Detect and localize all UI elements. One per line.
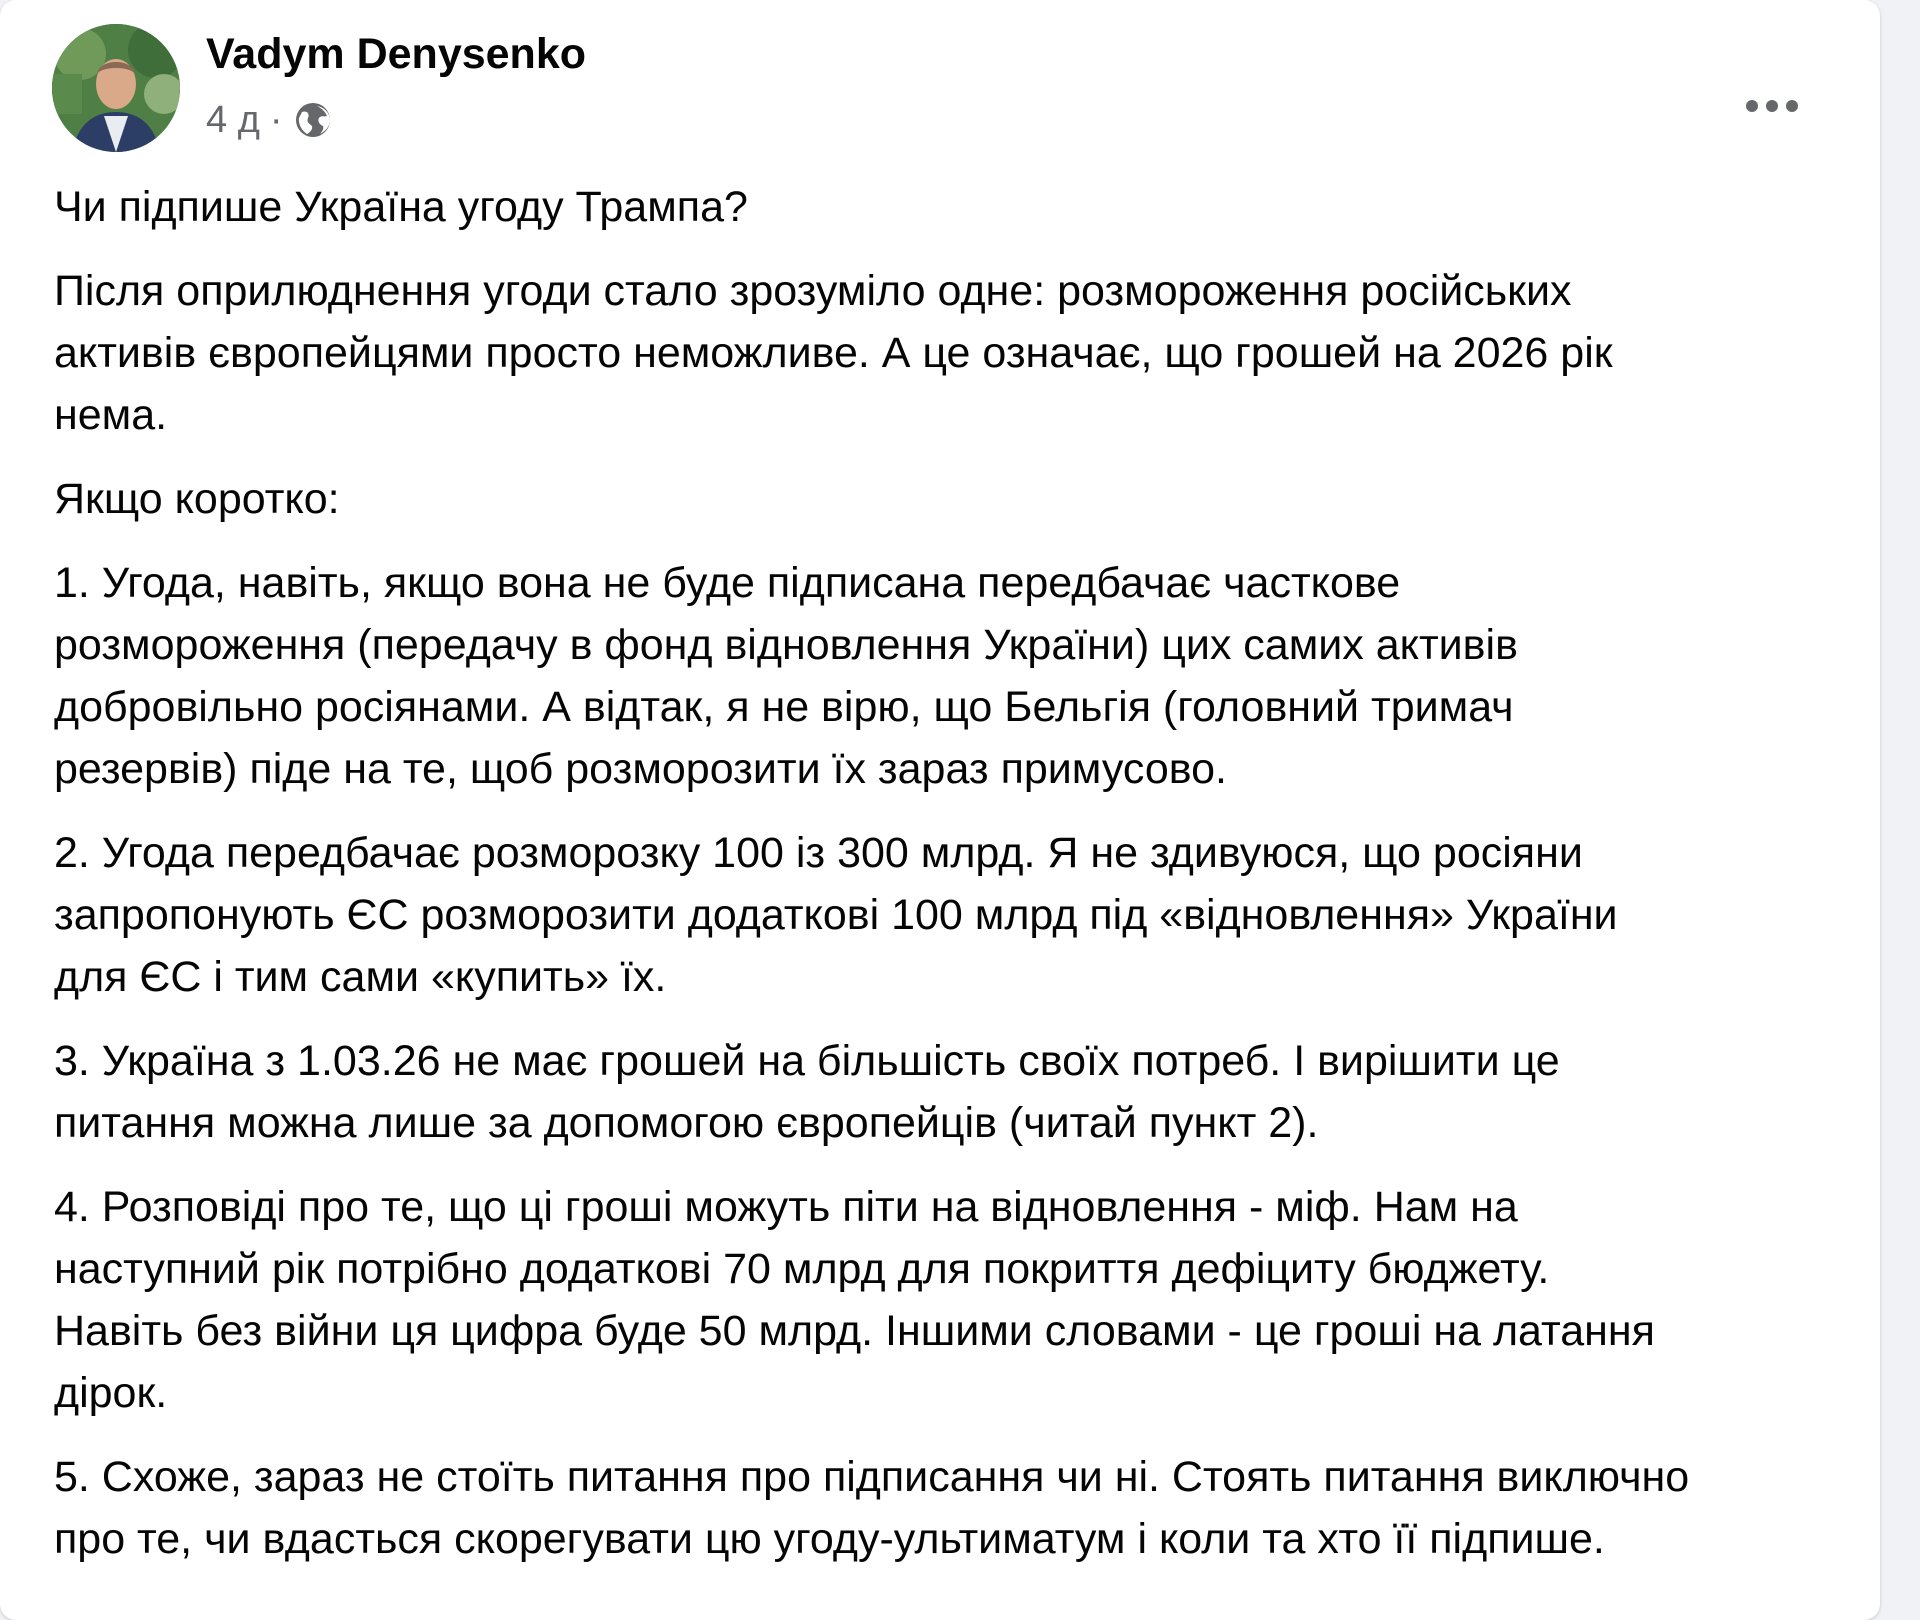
author-name[interactable]: Vadym Denysenko	[206, 30, 587, 78]
post-paragraph: 1. Угода, навіть, якщо вона не буде підписана передбачає часткове розмороження (передачу в фонд відновлення України) цих самих активів добровільно росіянами. А відтак, я не вірю, що Бельгія (головний тримач резервів) піде на те, щоб розморозити їх зараз примусово.	[54, 559, 1518, 793]
post-text	[54, 176, 1854, 1592]
meta-separator: ·	[269, 98, 283, 141]
post-time[interactable]: 4 д	[206, 98, 260, 141]
more-horizontal-icon	[1744, 98, 1800, 114]
globe-icon[interactable]	[293, 100, 333, 140]
post-paragraph: Після оприлюднення угоди стало зрозуміло одне: розмороження російських активів європейцями просто неможливе. А це означає, що грошей на 2026 рік нема.	[54, 267, 1613, 439]
post-paragraph: 2. Угода передбачає розморозку 100 із 300 млрд. Я не здивуюся, що росіяни запропонують ЄС розморозити додаткові 100 млрд під «відновлення» України для ЄС і тим сами «купить» їх.	[54, 829, 1618, 1001]
post-paragraph: Якщо коротко:	[54, 475, 340, 523]
post-meta	[206, 96, 333, 144]
more-options-button[interactable]	[1734, 68, 1810, 144]
post-paragraph: 3. Україна з 1.03.26 не має грошей на більшість своїх потреб. І вирішити це питання можна лише за допомогою європейців (читай пункт 2).	[54, 1037, 1560, 1147]
post-paragraph: Чи підпише Україна угоду Трампа?	[54, 183, 748, 231]
post-paragraph: 4. Розповіді про те, що ці гроші можуть піти на відновлення - міф. Нам на наступний рік потрібно додаткові 70 млрд для покриття дефіциту бюджету. Навіть без війни ця цифра буде 50 млрд. Іншими словами - це гроші на латання дірок.	[54, 1183, 1655, 1417]
post-paragraph: 5. Схоже, зараз не стоїть питання про підписання чи ні. Стоять питання виключно про те, чи вдасться скорегувати цю угоду-ультиматум і коли та хто її підпише.	[54, 1453, 1690, 1563]
post-header	[52, 24, 1840, 154]
avatar[interactable]	[52, 24, 180, 152]
avatar-image	[52, 24, 180, 152]
